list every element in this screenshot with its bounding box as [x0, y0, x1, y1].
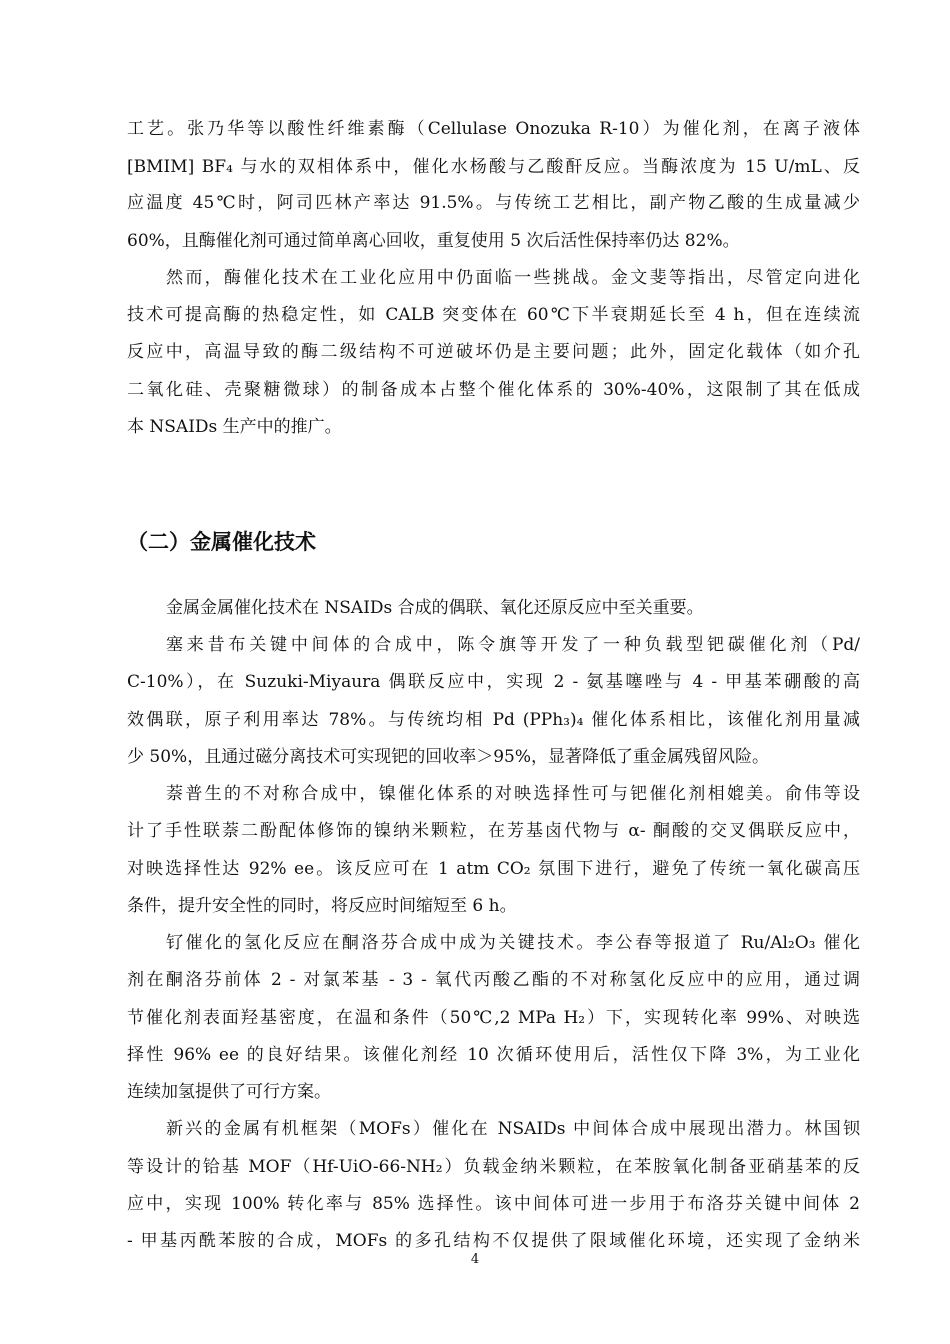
text-line: C-10%），在 Suzuki-Miyaura 偶联反应中，实现 2 - 氨基噻唑与 4 - 甲基苯硼酸的高	[127, 672, 860, 692]
text-line: 择性 96% ee 的良好结果。该催化剂经 10 次循环使用后，活性仅下降 3%，为工业化	[127, 1045, 860, 1065]
text-line: 金属金属催化技术在 NSAIDs 合成的偶联、氧化还原反应中至关重要。	[166, 598, 704, 618]
text-line: 剂在酮洛芬前体 2 - 对氯苯基 - 3 - 氧代丙酸乙酯的不对称氢化反应中的应用，通过调	[127, 970, 860, 990]
text-line: 反应中，高温导致的酶二级结构不可逆破坏仍是主要问题；此外，固定化载体（如介孔	[127, 342, 860, 362]
text-line: 工艺。张乃华等以酸性纤维素酶（Cellulase Onozuka R-10）为催化剂，在离子液体	[127, 119, 860, 139]
text-line: 新兴的金属有机框架（MOFs）催化在 NSAIDs 中间体合成中展现出潜力。林国钡	[166, 1119, 860, 1139]
text-line: 60%，且酶催化剂可通过简单离心回收，重复使用 5 次后活性保持率仍达 82%。	[127, 231, 740, 251]
text-line: 二氧化硅、壳聚糖微球）的制备成本占整个催化体系的 30%-40%，这限制了其在低成	[127, 380, 860, 400]
text-line: 塞来昔布关键中间体的合成中，陈令旗等开发了一种负载型钯碳催化剂（Pd/	[166, 635, 860, 655]
text-line: 应温度 45℃时，阿司匹林产率达 91.5%。与传统工艺相比，副产物乙酸的生成量减少	[127, 193, 860, 213]
text-line: 计了手性联萘二酚配体修饰的镍纳米颗粒，在芳基卤代物与 α- 酮酸的交叉偶联反应中，	[127, 821, 860, 841]
text-line: 技术可提高酶的热稳定性，如 CALB 突变体在 60℃下半衰期延长至 4 h，但在连续流	[127, 305, 860, 325]
page-number: 4	[470, 1252, 480, 1267]
text-line: 节催化剂表面羟基密度，在温和条件（50℃,2 MPa H₂）下，实现转化率 99%、对映选	[127, 1008, 860, 1028]
text-line: 条件，提升安全性的同时，将反应时间缩短至 6 h。	[127, 896, 517, 916]
text-line: 连续加氢提供了可行方案。	[127, 1082, 331, 1102]
text-line: 萘普生的不对称合成中，镍催化体系的对映选择性可与钯催化剂相媲美。俞伟等设	[166, 784, 860, 804]
text-line: 少 50%，且通过磁分离技术可实现钯的回收率＞95%，显著降低了重金属残留风险。	[127, 747, 769, 767]
text-line: - 甲基丙酰苯胺的合成，MOFs 的多孔结构不仅提供了限域催化环境，还实现了金纳米	[127, 1231, 860, 1251]
text-line: [BMIM] BF₄ 与水的双相体系中，催化水杨酸与乙酸酐反应。当酶浓度为 15 U/mL、反	[127, 157, 860, 177]
text-line: 效偶联，原子利用率达 78%。与传统均相 Pd (PPh₃)₄ 催化体系相比，该催化剂用量减	[127, 710, 860, 730]
text-line: 等设计的铪基 MOF（Hf-UiO-66-NH₂）负载金纳米颗粒，在苯胺氧化制备亚硝基苯的反	[127, 1157, 860, 1177]
section-heading: （二）金属催化技术	[127, 530, 316, 554]
text-line: 应中，实现 100% 转化率与 85% 选择性。该中间体可进一步用于布洛芬关键中间体 2	[127, 1194, 860, 1214]
text-line: 然而，酶催化技术在工业化应用中仍面临一些挑战。金文斐等指出，尽管定向进化	[166, 268, 860, 288]
text-line: 钌催化的氢化反应在酮洛芬合成中成为关键技术。李公春等报道了 Ru/Al₂O₃ 催化	[166, 933, 860, 953]
text-line: 本 NSAIDs 生产中的推广。	[127, 417, 342, 437]
text-line: 对映选择性达 92% ee。该反应可在 1 atm CO₂ 氛围下进行，避免了传统一氧化碳高压	[127, 859, 860, 879]
